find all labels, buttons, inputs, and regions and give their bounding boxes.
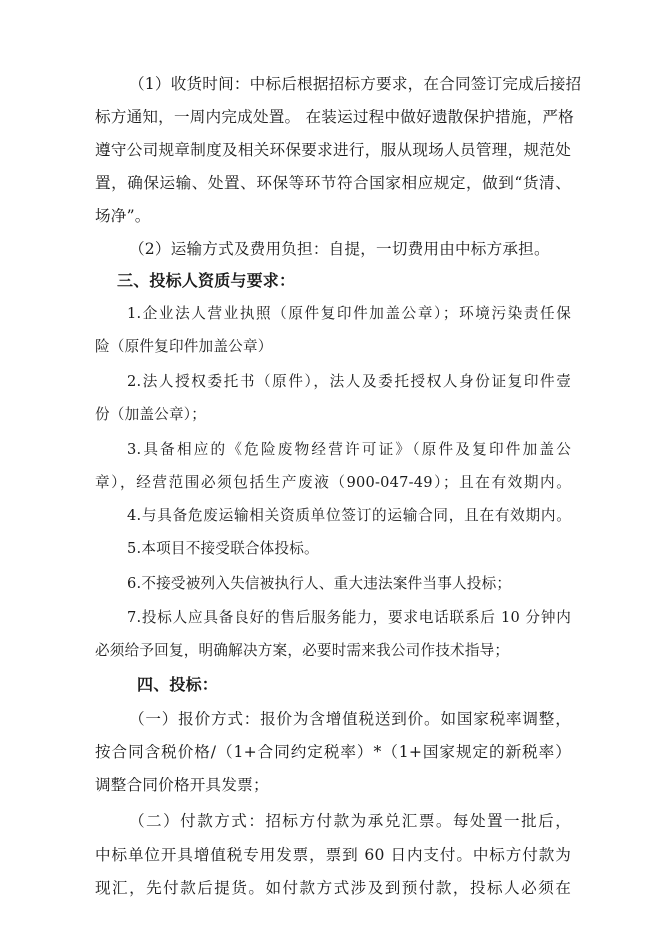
text-line: 按合同含税价格/（1+合同约定税率）*（1+国家规定的新税率） [95,743,571,761]
text-line: 场净”。 [95,207,151,225]
list-item-line: 险（原件复印件加盖公章） [95,338,273,355]
text-line: 中标单位开具增值税专用发票，票到 60 日内支付。中标方付款为 [95,846,571,864]
list-item-line: 2.法人授权委托书（原件），法人及委托授权人身份证复印件壹 [127,373,571,390]
text-line: （1）收货时间：中标后根据招标方要求，在合同签订完成后接招 [129,75,582,93]
text-line: 现汇，先付款后提货。如付款方式涉及到预付款，投标人必须在 [95,879,571,897]
list-item-line: 必须给予回复，明确解决方案，必要时需来我公司作技术指导； [95,642,510,659]
text-line: 调整合同价格开具发票； [95,776,269,794]
list-item-line: 4.与具备危废运输相关资质单位签订的运输合同，且在有效期内。 [127,507,571,524]
text-line: 置，确保运输、处置、环保等环节符合国家相应规定，做到“货清、 [95,174,571,192]
text-line: （二）付款方式：招标方付款为承兑汇票。每处置一批后， [129,812,571,830]
section-heading-qualification: 三、投标人资质与要求： [117,271,296,290]
text-line: 遵守公司规章制度及相关环保要求进行，服从现场人员管理，规范处 [95,141,571,159]
list-item-line: 5.本项目不接受联合体投标。 [127,540,319,557]
list-item-line: 6.不接受被列入失信被执行人、重大违法案件当事人投标； [127,575,512,592]
text-line: 标方通知，一周内完成处置。 在装运过程中做好遗散保护措施，严格 [95,108,574,126]
text-line: （一）报价方式：报价为含增值税送到价。如国家税率调整， [129,710,571,728]
list-item-line: 3.具备相应的《危险废物经营许可证》（原件及复印件加盖公 [127,441,571,458]
text-line: （2）运输方式及费用负担：自提，一切费用由中标方承担。 [129,240,550,258]
list-item-line: 7.投标人应具备良好的售后服务能力，要求电话联系后 10 分钟内 [127,609,571,626]
list-item-line: 1.企业法人营业执照（原件复印件加盖公章）；环境污染责任保 [127,305,571,322]
section-heading-bidding: 四、投标： [137,675,219,694]
list-item-line: 份（加盖公章）； [95,406,207,423]
list-item-line: 章），经营范围必须包括生产废液（900-047-49）；且在有效期内。 [95,474,571,491]
